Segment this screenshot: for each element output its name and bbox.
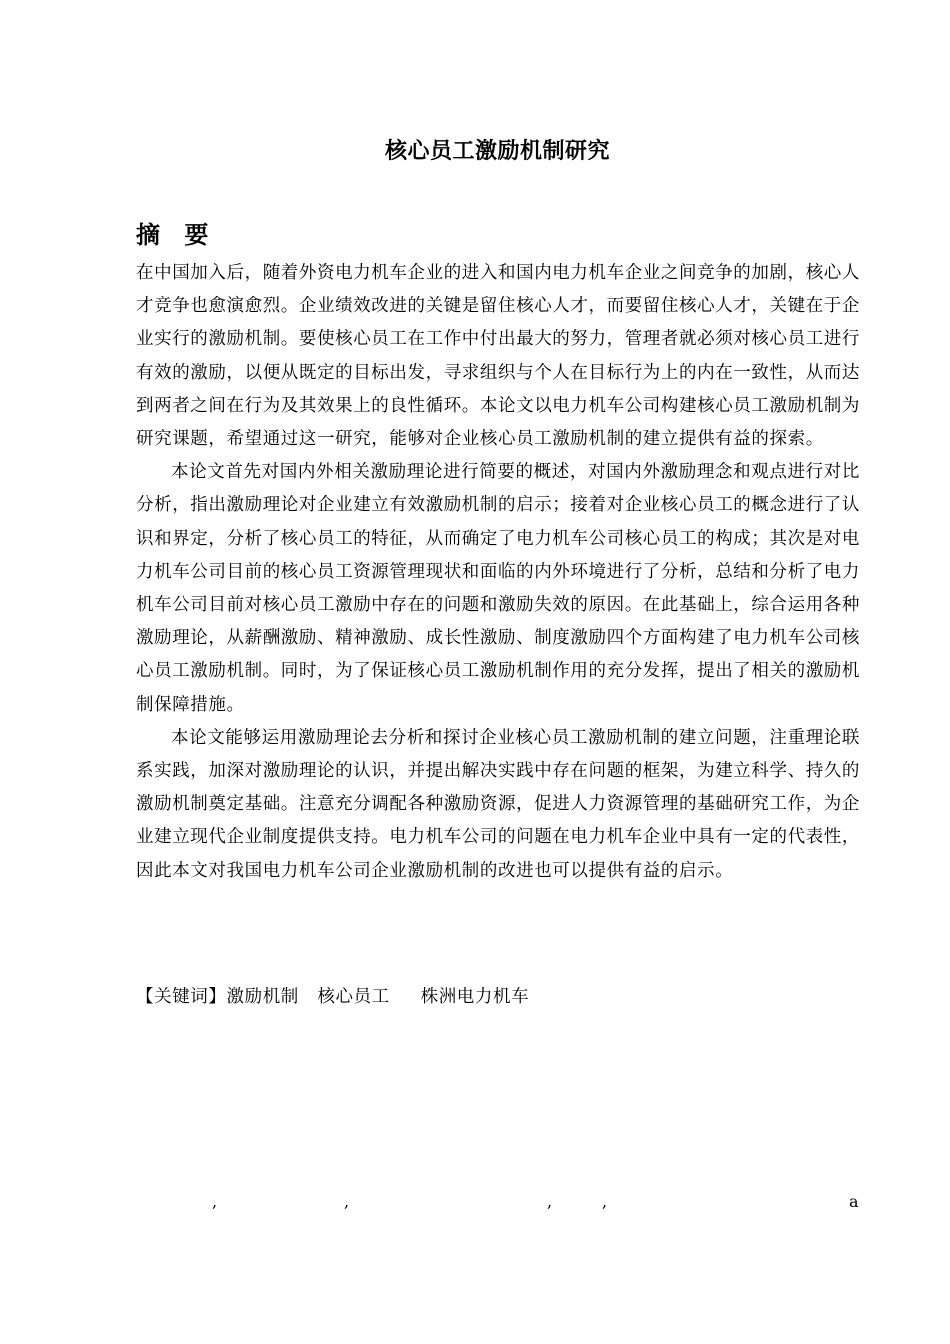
abstract-paragraph-3: 本论文能够运用激励理论去分析和探讨企业核心员工激励机制的建立问题，注重理论联系实践，加深对激励理论的认识，并提出解决实践中存在问题的框架，为建立科学、持久的激励机制奠定基础。注意充分调配各种激励资源，促进人力资源管理的基础研究工作，为企业建立现代企业制度提供支持。电力机车公司的问题在电力机车企业中具有一定的代表性，因此本文对我国电力机车公司企业激励机制的改进也可以提供有益的启示。 — [136, 727, 860, 881]
abstract-body — [136, 257, 860, 888]
footer-marks — [0, 1192, 950, 1222]
abstract-paragraph-1: 在中国加入后，随着外资电力机车企业的进入和国内电力机车企业之间竞争的加剧，核心人才竞争也愈演愈烈。企业绩效改进的关键是留住核心人才，而要留住核心人才，关键在于企业实行的激励机制。要使核心员工在工作中付出最大的努力，管理者就必须对核心员工进行有效的激励，以便从既定的目标出发，寻求组织与个人在目标行为上的内在一致性，从而达到两者之间在行为及其效果上的良性循环。本论文以电力机车公司构建核心员工激励机制为研究课题，希望通过这一研究，能够对企业核心员工激励机制的建立提供有益的探索。 — [136, 263, 860, 450]
footer-mark-1: , — [212, 1192, 218, 1211]
footer-mark-3: , — [547, 1192, 553, 1211]
keywords-line: 【关键词】激励机制 核心员工 株洲电力机车 — [136, 987, 530, 1007]
abstract-paragraph-2: 本论文首先对国内外相关激励理论进行简要的概述，对国内外激励理念和观点进行对比分析，指出激励理论对企业建立有效激励机制的启示；接着对企业核心员工的概念进行了认识和界定，分析了核心员工的特征，从而确定了电力机车公司核心员工的构成；其次是对电力机车公司目前的核心员工资源管理现状和面临的内外环境进行了分析，总结和分析了电力机车公司目前对核心员工激励中存在的问题和激励失效的原因。在此基础上，综合运用各种激励理论，从薪酬激励、精神激励、成长性激励、制度激励四个方面构建了电力机车公司核心员工激励机制。同时，为了保证核心员工激励机制作用的充分发挥，提出了相关的激励机制保障措施。 — [136, 462, 860, 715]
footer-mark-2: , — [344, 1192, 350, 1211]
footer-mark-5: a — [849, 1192, 859, 1211]
footer-mark-4: , — [602, 1192, 608, 1211]
document-title: 核心员工激励机制研究 — [384, 138, 610, 164]
abstract-heading: 摘 要 — [136, 220, 217, 249]
